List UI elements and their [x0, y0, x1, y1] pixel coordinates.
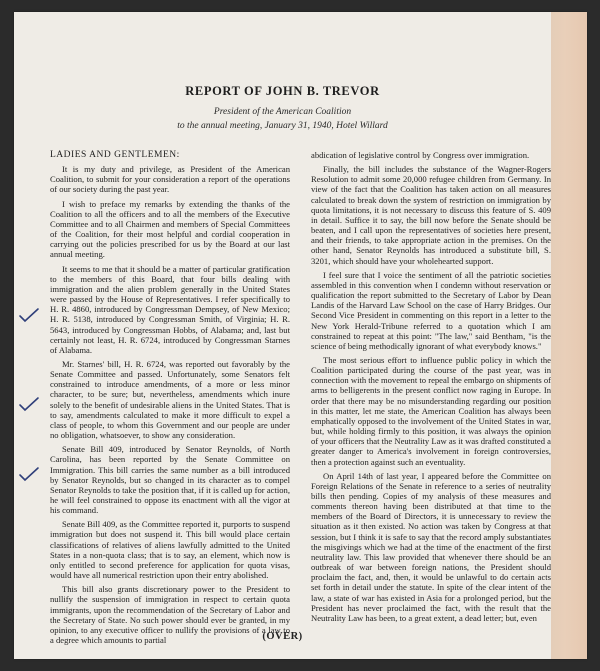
check-mark-icon: [18, 465, 40, 483]
paragraph: Senate Bill 409, introduced by Senator Reynolds, of North Carolina, has been reported by the Senate Committee on Immigration. This bill carries the same number as a bill introduced by Senator Reynolds, but so changed in its character as to compel Senator Reynolds to take the position that, if it is called up for action, he will feel constrained to oppose its enactment with all the vigor at his command.: [50, 444, 290, 516]
paragraph: Finally, the bill includes the substance of the Wagner-Rogers Resolution to admit some 20,000 refugee children from Germany. In view of the fact that the Coalition has taken action on all measures calculated to break down the system of restriction on immigration by quota limitations, it is not necessary to discuss this feature of S. 409 in detail. Suffice it to say, the bill now before the Senate should be beaten, and I call upon the representatives of societies here present, and their friends, to take appropriate action in the premises. On the other hand, Senator Reynolds has introduced a substitute bill, S. 3201, which should have your wholehearted support.: [311, 164, 551, 266]
document-title: REPORT OF JOHN B. TREVOR: [185, 84, 380, 98]
check-mark-icon: [18, 395, 40, 413]
paragraph: I feel sure that I voice the sentiment of all the patriotic societies assembled in this convention when I condemn without reservation or qualification the report submitted to the Secretary of Labor by Dean Landis of the Harvard Law School on the case of Harry Bridges. Our Second Vice President in commenting on this report in a letter to the New York Herald-Tribune referred to a quotation which I am constrained to repeat at this point: "The law," said Bentham, "is the science of being methodically ignorant of what everybody knows.": [311, 269, 551, 351]
paragraph: It seems to me that it should be a matter of particular gratification to the members of this Board, that four bills dealing with immigration and the alien problem generally in the United States were passed by the House of Representatives. I refer specifically to H. R. 4860, introduced by Congressman Dempsey, of New Mexico; H. R. 5138, introduced by Congressman Smith, of Virginia; H. R. 5643, introduced by Congressman Hobbs, of Alabama; and, last but certainly not least, H. R. 6724, introduced by Congressman Starnes of Alabama.: [50, 263, 290, 355]
left-column: [50, 150, 290, 649]
paragraph: On April 14th of last year, I appeared before the Committee on Foreign Relations of the Senate in reference to a series of neutrality bills then pending. Copies of my analysis of these measures and comments thereon having been distributed at that time to the members of the Board of Directors, it is unnecessary to review the situation as it then existed. No action was taken by Congress at that session, but I think it is safe to say that the record amply substantiates the misgivings which we had at the time of the enactment of the first neutrality law. This law provided that whenever there should be an outbreak of war between foreign nations, the President should proclaim the fact, and, then, it would be unlawful to do certain acts set forth in detail under the statute. In spite of the clear intent of the law, a state of war has existed in Asia for a prolonged period, but the President has never proclaimed the fact, with the result that the Neutrality Law has been, to a great extent, a dead letter; but, even: [311, 470, 551, 623]
document-page: [14, 12, 587, 659]
paragraph: I wish to preface my remarks by extending the thanks of the Coalition to all the officers and to all the members of the Executive Committee and to all Chairmen and members of Special Committees of the Coalition, for their most helpful and cordial cooperation in carrying out the policies prescribed for us by the Board at our last annual meeting.: [50, 198, 290, 260]
page-edge-tint: [551, 12, 587, 659]
paragraph: Senate Bill 409, as the Committee reported it, purports to suspend immigration but does not suspend it. This bill would place certain classifications of relatives of aliens lawfully admitted to the United States in a non-quota class; that is to say, an element, which now is only entitled to second preference for application for quota visas, would have all numerical restriction upon their entry abolished.: [50, 519, 290, 581]
document-subtitle: President of the American Coalition: [213, 107, 352, 117]
paragraph: It is my duty and privilege, as President of the American Coalition, to submit for your consideration a report of the operations of our society during the past year.: [50, 164, 290, 195]
right-column: [311, 150, 551, 627]
paragraph: Mr. Starnes' bill, H. R. 6724, was reported out favorably by the Senate Committee and passed. Unfortunately, some Senators felt constrained to introduce amendments, of a more or less minor character, to be sure; but, nevertheless, amendments which inure solely to the benefit of undesirable aliens in the United States. That is to say, amendments calculated to make it more difficult to expel a class of people, to whom this Government and our people are under no obligation, whatsoever, to show any consideration.: [50, 358, 290, 441]
paragraph: The most serious effort to influence public policy in which the Coalition participated during the course of the past year, was in connection with the movement to repeal the embargo on shipments of arms to belligerents in the present conflict now raging in Europe. In order that there may be no misunderstanding regarding our position in this matter, let me state, the American Coalition has always been emphatically opposed to the involvement of the United States in war, but, while holding firmly to this position, it was always the opinion of your officers that the Neutrality Law as it was drafted constituted a greater danger to America's involvement in foreign controversies, then a protection against such an eventuality.: [311, 354, 551, 467]
check-mark-icon: [18, 306, 40, 324]
page-footer: (OVER): [262, 631, 303, 642]
document-occasion: to the annual meeting, January 31, 1940, Hotel Willard: [177, 121, 388, 131]
paragraph: This bill also grants discretionary power to the President to nullify the suspension of immigration in respect to certain quota immigrants, upon the recommendation of the Secretary of Labor and the Secretary of State. No such power should ever be granted, in my opinion, to any executive officer to nullify the provisions of a law to a degree which amounts to partial: [50, 584, 290, 646]
salutation: LADIES AND GENTLEMEN:: [50, 150, 180, 160]
paragraph: abdication of legislative control by Congress over immigration.: [311, 150, 530, 160]
